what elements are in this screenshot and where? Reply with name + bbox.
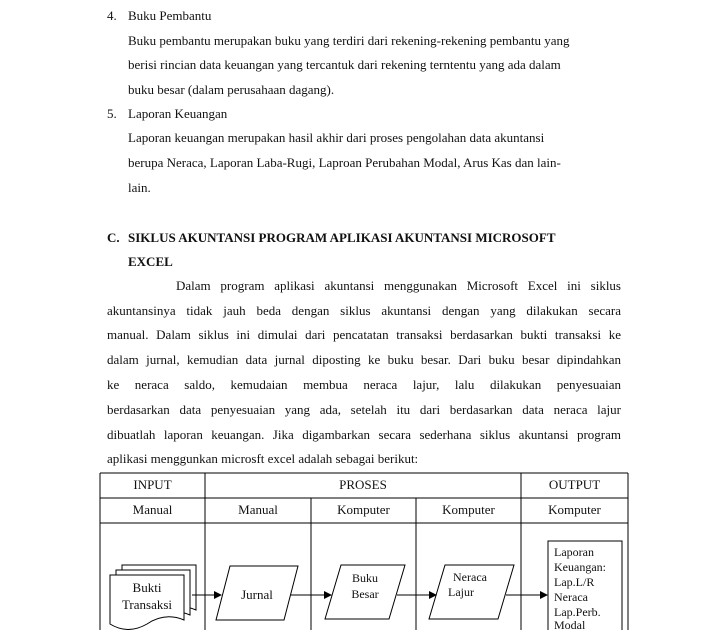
header-proses: PROSES — [339, 477, 387, 492]
subheader-jurnal-manual: Manual — [238, 502, 278, 517]
paragraph-line: aplikasi menggunkan microsft excel adalah sebagai berikut: — [107, 451, 419, 466]
paragraph-line: manual. Dalam siklus ini dimulai dari pencatatan transaksi berdasarkan bukti transaksi ke — [107, 327, 621, 342]
subheader-input-manual: Manual — [132, 502, 173, 517]
output-line-modal: Modal — [554, 618, 586, 632]
list-title-buku-pembantu: Buku Pembantu — [128, 8, 212, 23]
paragraph-line: akuntansinya tidak jauh beda dengan siklus akuntansi dengan yang dilakukan secara — [107, 303, 621, 318]
buku-besar-label-2: Besar — [351, 587, 379, 601]
paragraph-line: Dalam program aplikasi akuntansi menggunakan Microsoft Excel ini siklus — [176, 278, 621, 293]
list-text-line: berisi rincian data keuangan yang tercantuk dari rekening terntentu yang ada dalam — [128, 57, 561, 72]
paragraph-line: ke neraca saldo, kemudaian membua neraca lajur, lalu dilakukan penyesuaian — [107, 377, 621, 392]
buku-besar-label-1: Buku — [351, 571, 378, 585]
subheader-output-komputer: Komputer — [548, 502, 601, 517]
subheader-buku-besar-komputer: Komputer — [337, 502, 390, 517]
list-text-line: Buku pembantu merupakan buku yang terdiri dari rekening-rekening pembantu yang — [128, 33, 570, 48]
output-line-lap-perb: Lap.Perb. — [554, 605, 601, 619]
output-line-neraca: Neraca — [554, 590, 588, 604]
section-letter: C. — [107, 230, 120, 245]
list-number-4: 4. — [107, 8, 117, 23]
paragraph-line: dalam jurnal, kemudian data jurnal diposting ke buku besar. Dari buku besar dipindahkan — [107, 352, 621, 367]
list-title-laporan-keuangan: Laporan Keuangan — [128, 106, 228, 121]
bukti-transaksi-label-1: Bukti — [132, 580, 162, 595]
paragraph-line: berdasarkan data penyesuaian yang ada, setelah itu dari berdasarkan data neraca lajur — [107, 402, 621, 417]
jurnal-label: Jurnal — [241, 587, 273, 602]
output-line-laporan: Laporan — [554, 545, 594, 559]
list-text-line: Laporan keuangan merupakan hasil akhir dari proses pengolahan data akuntansi — [128, 130, 545, 145]
header-output: OUTPUT — [548, 477, 601, 492]
bukti-transaksi-label-2: Transaksi — [121, 597, 173, 612]
neraca-lajur-label-2: Lajur — [448, 585, 474, 599]
list-text-line: berupa Neraca, Laporan Laba-Rugi, Laproan Perubahan Modal, Arus Kas dan lain- — [128, 155, 561, 170]
header-input: INPUT — [133, 477, 172, 492]
section-heading: SIKLUS AKUNTANSI PROGRAM APLIKASI AKUNTANSI MICROSOFT — [128, 230, 556, 245]
output-line-keuangan: Keuangan: — [554, 560, 606, 574]
list-number-5: 5. — [107, 106, 117, 121]
section-heading-cont: EXCEL — [128, 254, 173, 269]
list-text-line: buku besar (dalam perusahaan dagang). — [128, 82, 335, 97]
paragraph-line: dibuatlah laporan keuangan. Jika digambarkan secara sederhana siklus akuntansi program — [107, 427, 621, 442]
output-line-lap-lr: Lap.L/R — [554, 575, 595, 589]
subheader-neraca-komputer: Komputer — [442, 502, 495, 517]
neraca-lajur-label-1: Neraca — [453, 570, 487, 584]
list-text-line: lain. — [128, 180, 151, 195]
